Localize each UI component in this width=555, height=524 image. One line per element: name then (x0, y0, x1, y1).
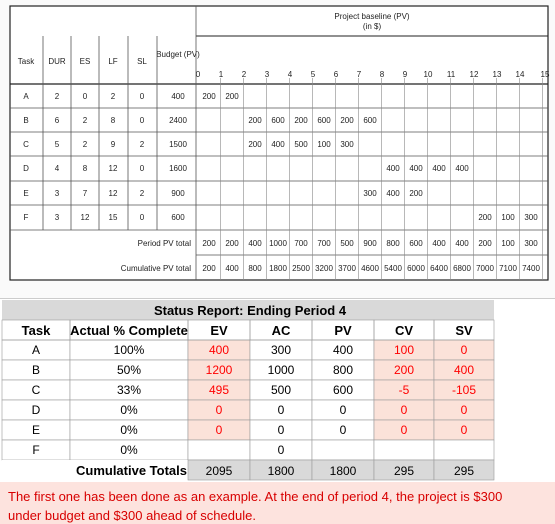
baseline-cell-es: 0 (82, 92, 88, 101)
baseline-cell-budget: 900 (171, 189, 185, 198)
status-cell-bg (374, 440, 434, 460)
totals-ev: 2095 (205, 464, 233, 478)
status-cell-task: B (31, 363, 41, 377)
baseline-cell-lf: 12 (108, 189, 118, 198)
baseline-period-value: 300 (363, 189, 377, 198)
baseline-header-budget: Budget (PV) (156, 50, 200, 59)
status-cell-bg (188, 440, 250, 460)
period-pv-total-value: 300 (524, 239, 538, 248)
baseline-period-value: 200 (248, 140, 262, 149)
baseline-cell-lf: 12 (108, 164, 118, 173)
period-number: 15 (540, 70, 550, 79)
status-cell-cv: 200 (393, 363, 415, 377)
status-cell-cv: 0 (400, 403, 408, 417)
status-cell-pct: 100% (113, 343, 145, 357)
period-pv-total-label: Period PV total (137, 239, 191, 248)
baseline-cell-budget: 600 (171, 213, 185, 222)
baseline-cell-sl: 0 (139, 116, 145, 125)
baseline-period-value: 200 (409, 189, 423, 198)
baseline-header: DUR (48, 57, 66, 66)
cumulative-pv-total-value: 800 (248, 264, 262, 273)
baseline-period-value: 200 (294, 116, 308, 125)
period-pv-total-value: 200 (478, 239, 492, 248)
period-number: 2 (241, 70, 247, 79)
totals-cv: 295 (393, 464, 415, 478)
baseline-cell-dur: 2 (54, 92, 60, 101)
status-cell-cv: 100 (393, 343, 415, 357)
baseline-period-value: 100 (501, 213, 515, 222)
status-cell-ac: 0 (277, 403, 285, 417)
baseline-period-value: 600 (317, 116, 331, 125)
totals-pv: 1800 (329, 464, 357, 478)
period-pv-total-value: 600 (409, 239, 423, 248)
cumulative-pv-total-value: 6800 (453, 264, 471, 273)
status-cell-ac: 300 (270, 343, 292, 357)
cumulative-pv-total-value: 7400 (522, 264, 540, 273)
totals-sv: 295 (453, 464, 475, 478)
baseline-title: Project baseline (PV) (334, 12, 410, 21)
baseline-cell-lf: 9 (110, 140, 116, 149)
status-cell-pv: 0 (339, 423, 347, 437)
period-pv-total-value: 400 (432, 239, 446, 248)
period-pv-total-value: 700 (317, 239, 331, 248)
baseline-cell-dur: 3 (54, 189, 60, 198)
baseline-cell-task: E (23, 189, 29, 198)
cumulative-pv-total-value: 1800 (269, 264, 287, 273)
status-cell-task: F (32, 443, 40, 457)
baseline-cell-budget: 1600 (169, 164, 187, 173)
period-pv-total-value: 900 (363, 239, 377, 248)
period-pv-total-value: 1000 (269, 239, 287, 248)
period-pv-total-value: 800 (386, 239, 400, 248)
baseline-cell-sl: 2 (139, 189, 145, 198)
totals-label: Cumulative Totals (75, 463, 187, 478)
period-number: 9 (402, 70, 408, 79)
baseline-header: Task (17, 57, 35, 66)
baseline-cell-es: 8 (82, 164, 88, 173)
baseline-cell-sl: 0 (139, 213, 145, 222)
period-number: 7 (356, 70, 362, 79)
period-pv-total-value: 700 (294, 239, 308, 248)
status-header: Actual % Complete (70, 323, 188, 338)
baseline-cell-sl: 0 (139, 164, 145, 173)
note-line-1: The first one has been done as an example. At the end of period 4, the project is $300 (8, 489, 503, 504)
status-cell-sv: -105 (451, 383, 477, 397)
cumulative-pv-total-value: 5400 (384, 264, 402, 273)
period-number: 1 (218, 70, 224, 79)
period-number: 10 (423, 70, 433, 79)
status-cell-pv: 800 (332, 363, 354, 377)
status-cell-ac: 0 (277, 443, 285, 457)
baseline-cell-lf: 2 (110, 92, 116, 101)
baseline-cell-task: B (23, 116, 29, 125)
baseline-period-value: 200 (340, 116, 354, 125)
baseline-period-value: 600 (363, 116, 377, 125)
cumulative-pv-total-value: 3700 (338, 264, 356, 273)
baseline-cell-es: 2 (82, 116, 88, 125)
status-cell-task: E (31, 423, 41, 437)
baseline-period-value: 200 (225, 92, 239, 101)
status-cell-ev: 0 (215, 403, 223, 417)
totals-ac: 1800 (267, 464, 295, 478)
period-number: 14 (515, 70, 525, 79)
status-cell-ac: 0 (277, 423, 285, 437)
baseline-header: ES (79, 57, 91, 66)
status-header: AC (271, 323, 291, 338)
cumulative-pv-total-value: 200 (202, 264, 216, 273)
status-cell-ev: 1200 (205, 363, 233, 377)
baseline-cell-task: C (23, 140, 29, 149)
baseline-period-value: 100 (317, 140, 331, 149)
cumulative-pv-total-value: 6000 (407, 264, 425, 273)
period-number: 4 (287, 70, 293, 79)
baseline-cell-dur: 5 (54, 140, 60, 149)
baseline-cell-sl: 2 (139, 140, 145, 149)
baseline-period-value: 400 (432, 164, 446, 173)
status-header: PV (334, 323, 352, 338)
cumulative-pv-total-value: 7100 (499, 264, 517, 273)
period-pv-total-value: 400 (248, 239, 262, 248)
period-number: 13 (492, 70, 502, 79)
period-number: 3 (264, 70, 270, 79)
status-cell-sv: 0 (460, 423, 468, 437)
status-cell-cv: 0 (400, 423, 408, 437)
status-cell-pv: 0 (339, 403, 347, 417)
status-cell-pv: 400 (332, 343, 354, 357)
status-cell-bg (434, 440, 494, 460)
status-cell-sv: 0 (460, 343, 468, 357)
period-pv-total-value: 400 (455, 239, 469, 248)
status-cell-ev: 0 (215, 423, 223, 437)
status-cell-pct: 0% (120, 443, 138, 457)
baseline-cell-budget: 400 (171, 92, 185, 101)
status-report-title: Status Report: Ending Period 4 (153, 303, 347, 318)
baseline-cell-dur: 3 (54, 213, 60, 222)
status-cell-ev: 495 (208, 383, 230, 397)
baseline-period-value: 300 (340, 140, 354, 149)
status-cell-ac: 1000 (267, 363, 295, 377)
status-cell-pct: 0% (120, 403, 138, 417)
baseline-cell-sl: 0 (139, 92, 145, 101)
baseline-cell-lf: 8 (110, 116, 116, 125)
status-cell-sv: 0 (460, 403, 468, 417)
status-cell-ev: 400 (208, 343, 230, 357)
baseline-cell-task: A (23, 92, 29, 101)
cumulative-pv-total-value: 3200 (315, 264, 333, 273)
status-cell-task: A (31, 343, 41, 357)
status-report-grid (0, 298, 555, 524)
status-cell-task: D (31, 403, 41, 417)
baseline-cell-es: 2 (82, 140, 88, 149)
baseline-period-value: 400 (409, 164, 423, 173)
cumulative-pv-total-value: 6400 (430, 264, 448, 273)
baseline-period-value: 400 (271, 140, 285, 149)
baseline-period-value: 400 (455, 164, 469, 173)
status-header: EV (210, 323, 228, 338)
baseline-cell-budget: 2400 (169, 116, 187, 125)
period-pv-total-value: 200 (225, 239, 239, 248)
cumulative-pv-total-value: 7000 (476, 264, 494, 273)
baseline-period-value: 400 (386, 164, 400, 173)
status-cell-bg (312, 440, 374, 460)
period-pv-total-value: 500 (340, 239, 354, 248)
cumulative-pv-total-label: Cumulative PV total (120, 264, 191, 273)
status-cell-cv: -5 (398, 383, 410, 397)
period-pv-total-value: 200 (202, 239, 216, 248)
status-cell-pct: 33% (116, 383, 142, 397)
period-number: 8 (379, 70, 385, 79)
baseline-header: SL (137, 57, 147, 66)
status-cell-pv: 600 (332, 383, 354, 397)
baseline-cell-budget: 1500 (169, 140, 187, 149)
cumulative-pv-total-value: 4600 (361, 264, 379, 273)
baseline-period-value: 200 (202, 92, 216, 101)
baseline-period-value: 500 (294, 140, 308, 149)
period-number: 11 (446, 70, 456, 79)
period-number: 6 (333, 70, 339, 79)
status-header: Task (21, 323, 51, 338)
period-number: 5 (310, 70, 316, 79)
status-cell-pct: 50% (116, 363, 142, 377)
baseline-period-value: 400 (386, 189, 400, 198)
status-cell-pct: 0% (120, 423, 138, 437)
baseline-period-value: 200 (478, 213, 492, 222)
cumulative-pv-total-value: 400 (225, 264, 239, 273)
baseline-cell-es: 7 (82, 189, 88, 198)
baseline-cell-lf: 15 (108, 213, 118, 222)
status-cell-task: C (31, 383, 41, 397)
status-report-table (0, 298, 555, 524)
baseline-header: LF (108, 57, 118, 66)
cumulative-pv-total-value: 2500 (292, 264, 310, 273)
status-header: CV (394, 323, 414, 338)
period-number: 12 (469, 70, 479, 79)
baseline-cell-dur: 4 (54, 164, 60, 173)
period-pv-total-value: 100 (501, 239, 515, 248)
baseline-cell-task: F (23, 213, 29, 222)
baseline-cell-task: D (23, 164, 29, 173)
baseline-subtitle: (in $) (362, 22, 382, 31)
note-line-2: under budget and $300 ahead of schedule. (8, 508, 256, 523)
baseline-period-value: 300 (524, 213, 538, 222)
status-cell-ac: 500 (270, 383, 292, 397)
baseline-cell-dur: 6 (54, 116, 60, 125)
period-number: 0 (195, 70, 201, 79)
status-header: SV (455, 323, 473, 338)
status-cell-sv: 400 (453, 363, 475, 377)
baseline-period-value: 600 (271, 116, 285, 125)
baseline-cell-es: 12 (80, 213, 90, 222)
baseline-period-value: 200 (248, 116, 262, 125)
